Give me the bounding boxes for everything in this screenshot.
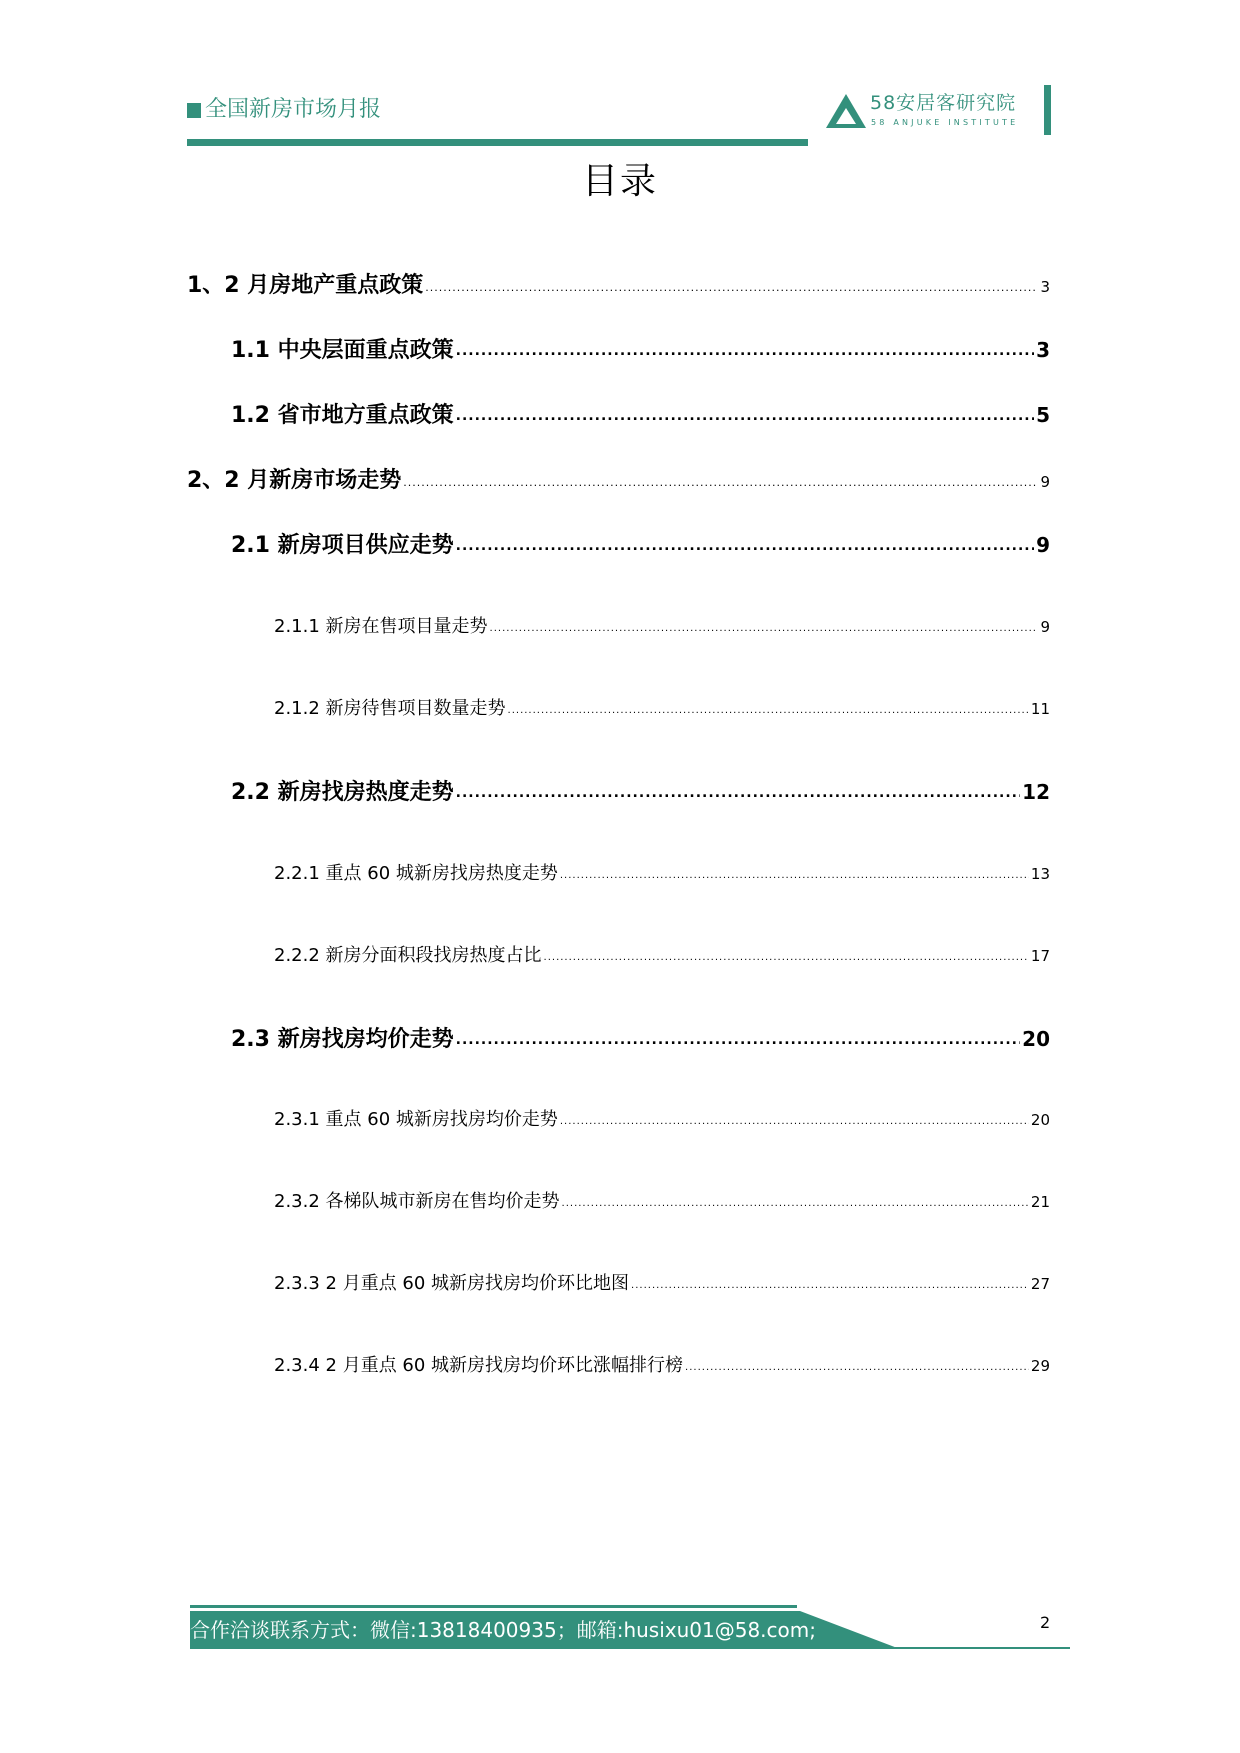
toc-entry-page: 5 xyxy=(1036,403,1050,427)
toc-entry[interactable] xyxy=(231,333,1050,364)
toc-entry-label: 2.3.4 2 月重点 60 城新房找房均价环比涨幅排行榜 xyxy=(274,1355,684,1376)
toc-entry-page: 29 xyxy=(1030,1357,1050,1375)
toc-entry[interactable] xyxy=(231,528,1050,559)
toc-leader-dots xyxy=(560,869,1029,879)
toc-title: 目录 xyxy=(581,161,658,202)
toc-entry-page: 9 xyxy=(1040,618,1050,636)
toc-entry-page: 17 xyxy=(1030,947,1050,965)
toc-leader-dots xyxy=(456,1032,1021,1046)
toc-entry[interactable] xyxy=(274,694,1050,720)
toc-entry-label: 2.1.1 新房在售项目量走势 xyxy=(274,616,488,637)
toc-entry[interactable] xyxy=(187,268,1050,299)
page-number: 2 xyxy=(1040,1613,1051,1632)
toc-leader-dots xyxy=(490,622,1039,632)
toc-entry-label: 2.3.2 各梯队城市新房在售均价走势 xyxy=(274,1191,560,1212)
toc-entry-label: 2.3 新房找房均价走势 xyxy=(231,1027,454,1052)
toc-entry[interactable] xyxy=(274,941,1050,967)
toc-entry-page: 13 xyxy=(1030,865,1050,883)
toc-leader-dots xyxy=(685,1361,1029,1371)
toc-entry-page: 9 xyxy=(1036,533,1050,557)
toc-leader-dots xyxy=(544,951,1029,961)
toc-entry[interactable] xyxy=(231,775,1050,806)
toc-leader-dots xyxy=(456,343,1034,357)
toc-entry[interactable] xyxy=(274,1105,1050,1131)
toc-entry-page: 3 xyxy=(1040,278,1050,296)
toc-entry[interactable] xyxy=(231,1022,1050,1053)
header-square-icon xyxy=(187,103,201,118)
toc-entry-label: 1.2 省市地方重点政策 xyxy=(231,403,454,428)
toc-leader-dots xyxy=(508,704,1029,714)
report-title: 全国新房市场月报 xyxy=(205,97,382,122)
toc-entry-label: 2.3.3 2 月重点 60 城新房找房均价环比地图 xyxy=(274,1273,630,1294)
toc-entry-label: 2.2.2 新房分面积段找房热度占比 xyxy=(274,945,542,966)
toc-entry-page: 21 xyxy=(1030,1193,1050,1211)
toc-leader-dots xyxy=(560,1115,1029,1125)
toc-leader-dots xyxy=(456,408,1034,422)
toc-entry[interactable] xyxy=(274,1187,1050,1213)
toc-leader-dots xyxy=(631,1279,1029,1289)
toc-leader-dots xyxy=(425,281,1038,292)
toc-entry-label: 2.2.1 重点 60 城新房找房热度走势 xyxy=(274,863,558,884)
toc-entry-label: 1、2 月房地产重点政策 xyxy=(187,273,424,298)
footer-contact: 合作洽谈联系方式：微信:13818400935；邮箱:husixu01@58.com; xyxy=(190,1618,816,1642)
toc-entry[interactable] xyxy=(274,612,1050,638)
toc-entry-label: 2.3.1 重点 60 城新房找房均价走势 xyxy=(274,1109,558,1130)
header-divider xyxy=(187,139,808,146)
toc-entry-label: 2.1 新房项目供应走势 xyxy=(231,533,454,558)
footer-underline xyxy=(895,1647,1070,1649)
toc-entry[interactable] xyxy=(274,859,1050,885)
toc-entry[interactable] xyxy=(231,398,1050,429)
toc-entry-page: 20 xyxy=(1022,1027,1050,1051)
toc-entry[interactable] xyxy=(274,1269,1050,1295)
toc-entry-label: 2.1.2 新房待售项目数量走势 xyxy=(274,698,506,719)
toc-leader-dots xyxy=(562,1197,1029,1207)
toc-entry-page: 27 xyxy=(1030,1275,1050,1293)
toc-entry[interactable] xyxy=(187,463,1050,494)
toc-entry-label: 2、2 月新房市场走势 xyxy=(187,468,402,493)
toc-entry-page: 9 xyxy=(1040,473,1050,491)
toc-entry-page: 12 xyxy=(1022,780,1050,804)
logo-name-cn: 58安居客研究院 xyxy=(870,92,1017,114)
footer-top-line xyxy=(190,1605,797,1608)
toc-entry-page: 20 xyxy=(1030,1111,1050,1129)
toc-entry-label: 2.2 新房找房热度走势 xyxy=(231,780,454,805)
anjuke-triangle-logo-icon xyxy=(826,94,866,130)
toc-leader-dots xyxy=(456,785,1021,799)
toc-leader-dots xyxy=(403,476,1038,487)
toc-entry-label: 1.1 中央层面重点政策 xyxy=(231,338,454,363)
logo-vertical-bar xyxy=(1044,85,1051,135)
toc-leader-dots xyxy=(456,538,1034,552)
anjuke-institute-logo xyxy=(826,90,1066,140)
toc-entry-page: 3 xyxy=(1036,338,1050,362)
toc-entry[interactable] xyxy=(274,1351,1050,1377)
toc-entry-page: 11 xyxy=(1030,700,1050,718)
logo-name-en: 58 ANJUKE INSTITUTE xyxy=(871,118,1019,127)
